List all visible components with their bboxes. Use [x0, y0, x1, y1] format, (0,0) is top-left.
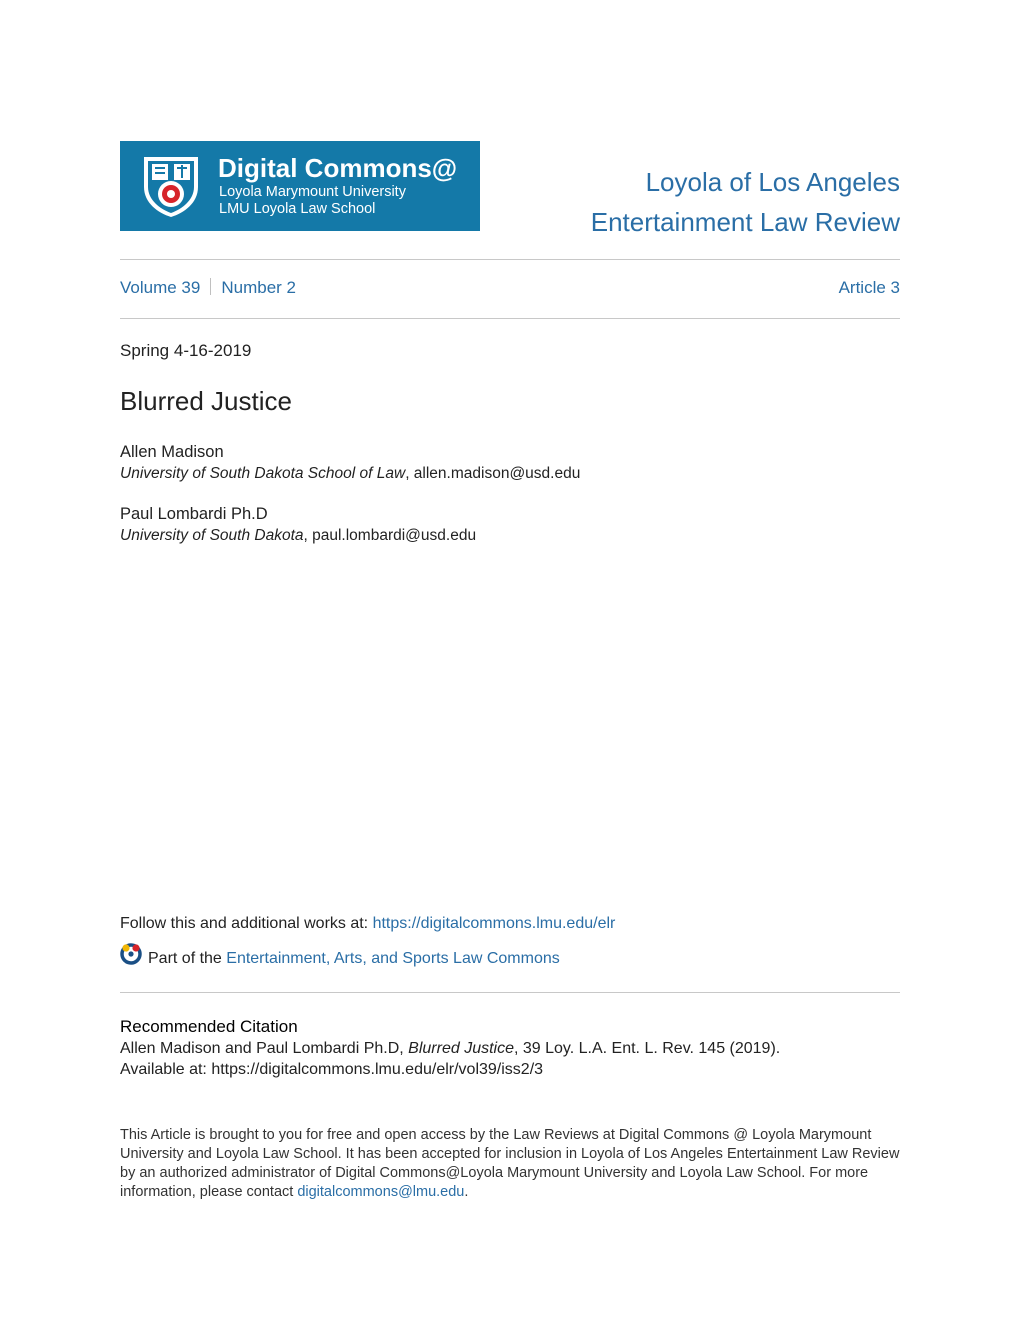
issue-bar	[120, 278, 900, 298]
volume-link[interactable]: Volume 39	[120, 278, 201, 297]
author-email: , allen.madison@usd.edu	[405, 465, 581, 482]
commons-link[interactable]: Entertainment, Arts, and Sports Law Commons	[226, 950, 560, 967]
top-divider	[120, 259, 900, 260]
journal-title[interactable]	[591, 162, 900, 242]
follow-url-link[interactable]: https://digitalcommons.lmu.edu/elr	[372, 915, 616, 932]
journal-title-line1[interactable]: Loyola of Los Angeles	[645, 167, 900, 197]
part-of-line	[120, 943, 560, 970]
access-statement-text: This Article is brought to you for free and open access by the Law Reviews at Digital Commons @ Loyola Marymount University and Loyola Law School. It has been accepted for inclusion in Loyola of Los Angeles Entertainment Law Review by an authorized administrator of Digital Commons@Loyola Marymount University and Loyola Law School. For more information, please contact	[120, 1127, 900, 1200]
number-link[interactable]: Number 2	[221, 278, 296, 297]
network-icon	[120, 943, 142, 970]
access-statement-end: .	[464, 1184, 469, 1200]
author-entry	[120, 443, 580, 483]
citation-rest: , 39 Loy. L.A. Ent. L. Rev. 145 (2019).	[514, 1040, 781, 1057]
issue-separator	[210, 278, 211, 295]
access-statement	[120, 1126, 900, 1202]
citation-heading: Recommended Citation	[120, 1017, 298, 1036]
author-affiliation	[120, 527, 476, 545]
article-title: Blurred Justice	[120, 386, 292, 416]
author-entry	[120, 505, 476, 545]
part-of-label: Part of the	[148, 950, 227, 967]
journal-title-line2[interactable]: Entertainment Law Review	[590, 207, 900, 237]
citation-title: Blurred Justice	[408, 1040, 514, 1057]
author-affiliation	[120, 465, 580, 483]
author-name: Paul Lombardi Ph.D	[120, 505, 268, 523]
shield-crest-icon	[138, 153, 204, 219]
author-email: , paul.lombardi@usd.edu	[303, 527, 477, 544]
follow-line	[120, 915, 615, 933]
author-name: Allen Madison	[120, 443, 224, 461]
digital-commons-logo[interactable]	[120, 141, 480, 231]
contact-email-link[interactable]: digitalcommons@lmu.edu	[297, 1184, 465, 1200]
follow-label: Follow this and additional works at:	[120, 915, 373, 932]
logo-line-university: Loyola Marymount University	[219, 184, 406, 200]
publication-date: Spring 4-16-2019	[120, 341, 252, 360]
citation-divider	[120, 992, 900, 993]
citation-available: Available at: https://digitalcommons.lmu.edu/elr/vol39/iss2/3	[120, 1061, 544, 1078]
logo-line-school: LMU Loyola Law School	[219, 201, 376, 217]
article-link[interactable]: Article 3	[838, 278, 900, 297]
citation-authors: Allen Madison and Paul Lombardi Ph.D,	[120, 1040, 409, 1057]
affiliation-name: University of South Dakota School of Law	[120, 465, 406, 482]
logo-title: Digital Commons@	[218, 153, 458, 183]
issue-divider	[120, 318, 900, 319]
recommended-citation	[120, 1016, 780, 1080]
affiliation-name: University of South Dakota	[120, 527, 304, 544]
